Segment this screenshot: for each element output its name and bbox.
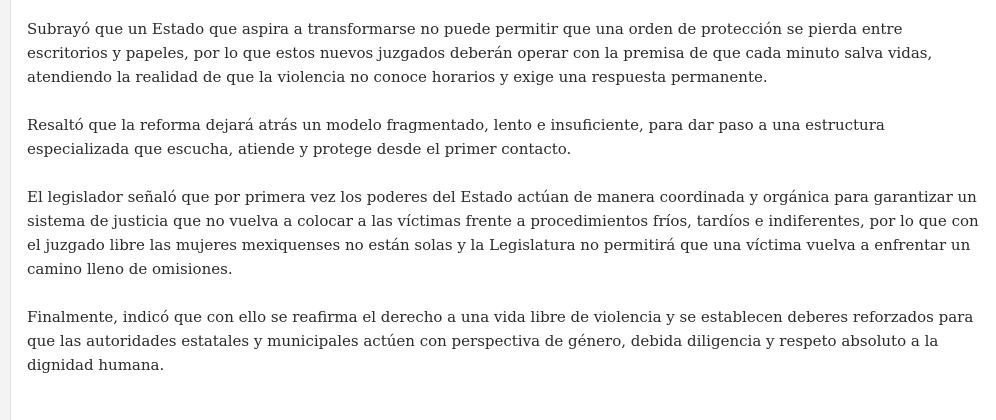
article-body — [27, 17, 979, 401]
paragraph-2: Resaltó que la reforma dejará atrás un modelo fragmentado, lento e insuficiente, para dar paso a una estructura especializada que escucha, atiende y protege desde el primer contacto. — [27, 116, 885, 158]
paragraph-1: Subrayó que un Estado que aspira a transformarse no puede permitir que una orden de protección se pierda entre escritorios y papeles, por lo que estos nuevos juzgados deberán operar con la premisa de que cada minuto salva vidas, atendiendo la realidad de que la violencia no conoce horarios y exige una respuesta permanente. — [27, 20, 933, 86]
paragraph-3: El legislador señaló que por primera vez los poderes del Estado actúan de manera coordinada y orgánica para garantizar un sistema de justicia que no vuelva a colocar a las víctimas frente a procedimientos fríos, tardíos e indiferentes, por lo que con el juzgado libre las mujeres mexiquenses no están solas y la Legislatura no permitirá que una víctima vuelva a enfrentar un camino lleno de omisiones. — [27, 188, 979, 278]
left-sidebar-rule — [0, 0, 11, 420]
paragraph-4: Finalmente, indicó que con ello se reafirma el derecho a una vida libre de violencia y se establecen deberes reforzados para que las autoridades estatales y municipales actúen con perspectiva de género, debida diligencia y respeto absoluto a la dignidad humana. — [27, 308, 974, 374]
